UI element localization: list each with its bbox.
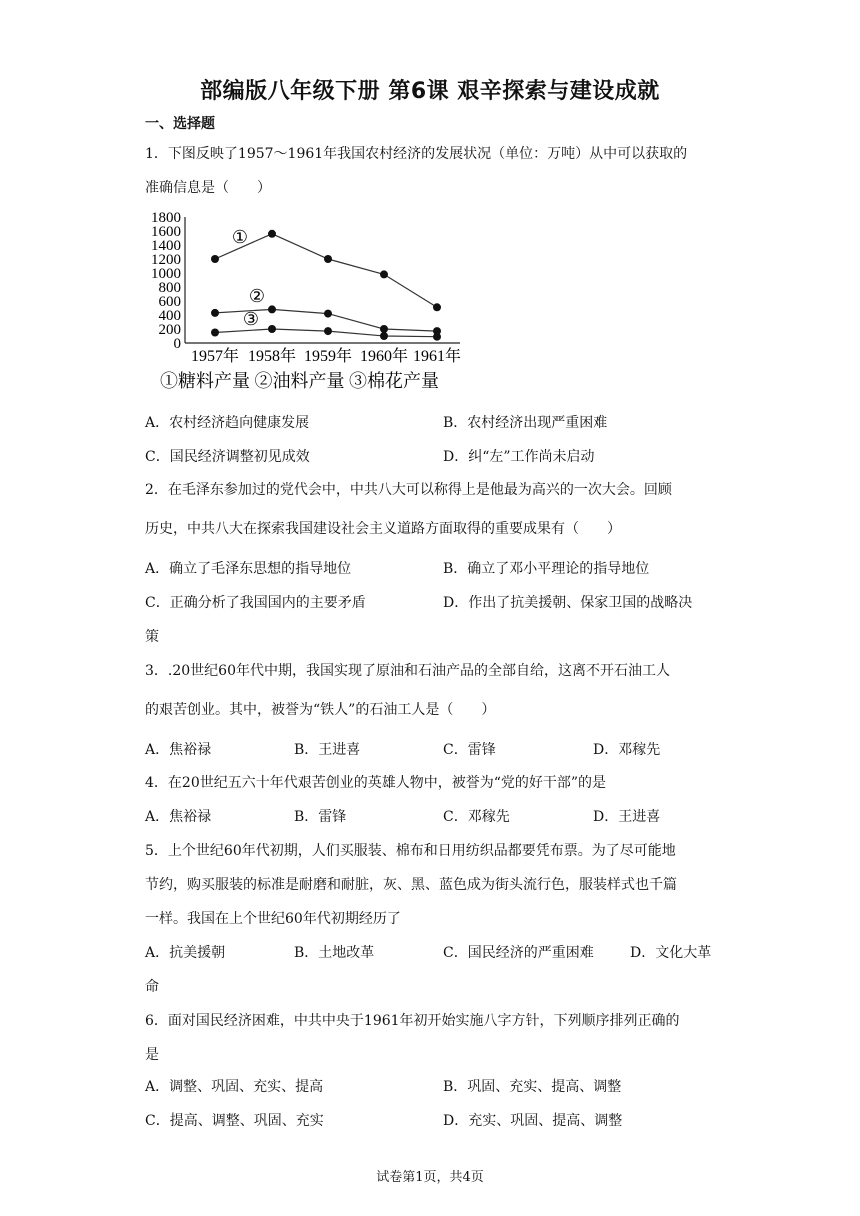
y-tick-label: 1800 bbox=[151, 210, 181, 226]
q6-stem-line-2: 是 bbox=[145, 1047, 159, 1063]
data-point bbox=[433, 333, 441, 341]
y-tick-label: 1200 bbox=[151, 252, 181, 268]
y-tick-label: 600 bbox=[158, 294, 181, 310]
y-tick-label: 1000 bbox=[151, 266, 181, 282]
q3-option-a[interactable]: A．焦裕禄 bbox=[145, 742, 212, 758]
data-point bbox=[268, 325, 276, 333]
series-marker-label: ① bbox=[231, 227, 249, 247]
x-tick-label: 1957年 bbox=[190, 348, 240, 365]
chart-legend: ①糖料产量 ②油料产量 ③棉花产量 bbox=[160, 371, 439, 391]
page-title: 部编版八年级下册 第6课 艰辛探索与建设成就 bbox=[200, 79, 660, 104]
q1-option-a[interactable]: A．农村经济趋向健康发展 bbox=[145, 415, 310, 431]
x-tick-label: 1961年 bbox=[412, 348, 462, 365]
q5-stem-line-3: 一样。我国在上个世纪60年代初期经历了 bbox=[145, 911, 401, 927]
data-point bbox=[380, 332, 388, 340]
q6-stem-line-1: 6．面对国民经济困难，中共中央于1961年初开始实施八字方针，下列顺序排列正确的 bbox=[145, 1013, 680, 1029]
data-point bbox=[324, 327, 332, 335]
q2-option-d[interactable]: D．作出了抗美援朝、保家卫国的战略决 bbox=[443, 595, 693, 611]
series-marker-label: ② bbox=[248, 286, 266, 306]
q5-stem-line-1: 5．上个世纪60年代初期，人们买服装、棉布和日用纺织品都要凭布票。为了尽可能地 bbox=[145, 843, 676, 859]
q4-option-d[interactable]: D．王进喜 bbox=[593, 809, 661, 825]
q5-option-d-wrap: 命 bbox=[145, 979, 159, 995]
section-heading: 一、选择题 bbox=[145, 116, 215, 132]
y-tick-label: 200 bbox=[158, 322, 181, 338]
data-point bbox=[211, 255, 219, 263]
y-tick-label: 400 bbox=[158, 308, 181, 324]
chart-axes bbox=[185, 217, 460, 343]
q5-option-b[interactable]: B．土地改革 bbox=[294, 945, 375, 961]
q5-option-d[interactable]: D．文化大革 bbox=[630, 945, 712, 961]
x-tick-labels bbox=[191, 346, 461, 365]
q3-option-d[interactable]: D．邓稼先 bbox=[593, 742, 661, 758]
data-point bbox=[324, 255, 332, 263]
q2-option-d-wrap: 策 bbox=[145, 629, 159, 645]
y-tick-label: 1600 bbox=[151, 224, 181, 240]
data-point bbox=[268, 230, 276, 238]
q4-option-b[interactable]: B．雷锋 bbox=[294, 809, 347, 825]
data-point bbox=[324, 310, 332, 318]
q2-option-a[interactable]: A．确立了毛泽东思想的指导地位 bbox=[145, 561, 352, 577]
q5-option-a[interactable]: A．抗美援朝 bbox=[145, 945, 226, 961]
q2-stem-line-2: 历史，中共八大在探索我国建设社会主义道路方面取得的重要成果有（ ） bbox=[145, 521, 621, 537]
y-tick-label: 800 bbox=[158, 280, 181, 296]
q1-stem-line-1: 1．下图反映了1957～1961年我国农村经济的发展状况（单位：万吨）从中可以获取的 bbox=[145, 146, 688, 162]
series-marker-label: ③ bbox=[242, 309, 260, 329]
q6-option-a[interactable]: A．调整、巩固、充实、提高 bbox=[145, 1079, 324, 1095]
q3-option-b[interactable]: B．王进喜 bbox=[294, 742, 361, 758]
q5-stem-line-2: 节约，购买服装的标准是耐磨和耐脏，灰、黑、蓝色成为街头流行色，服装样式也千篇 bbox=[145, 877, 677, 893]
q1-stem-line-2: 准确信息是（ ） bbox=[145, 180, 271, 196]
q6-option-c[interactable]: C．提高、调整、巩固、充实 bbox=[145, 1113, 324, 1129]
q1-option-c[interactable]: C．国民经济调整初见成效 bbox=[145, 449, 310, 465]
data-point bbox=[433, 303, 441, 311]
q4-stem-line-1: 4．在20世纪五六十年代艰苦创业的英雄人物中，被誉为“党的好干部”的是 bbox=[145, 775, 607, 791]
q4-option-c[interactable]: C．邓稼先 bbox=[443, 809, 510, 825]
q6-option-b[interactable]: B．巩固、充实、提高、调整 bbox=[443, 1079, 622, 1095]
q1-option-b[interactable]: B．农村经济出现严重困难 bbox=[443, 415, 608, 431]
x-tick-label: 1960年 bbox=[359, 348, 409, 365]
x-tick-label: 1959年 bbox=[303, 348, 353, 365]
q1-option-d[interactable]: D．纠“左”工作尚未启动 bbox=[443, 449, 595, 465]
y-tick-labels bbox=[151, 210, 181, 352]
x-tick-label: 1958年 bbox=[247, 348, 297, 365]
q2-option-c[interactable]: C．正确分析了我国国内的主要矛盾 bbox=[145, 595, 366, 611]
q6-option-d[interactable]: D．充实、巩固、提高、调整 bbox=[443, 1113, 623, 1129]
data-point bbox=[380, 270, 388, 278]
data-point bbox=[380, 325, 388, 333]
y-tick-label: 1400 bbox=[151, 238, 181, 254]
y-tick-label: 0 bbox=[173, 336, 181, 352]
q1-line-chart bbox=[140, 205, 480, 395]
data-point bbox=[268, 305, 276, 313]
q2-stem-line-1: 2．在毛泽东参加过的党代会中，中共八大可以称得上是他最为高兴的一次大会。回顾 bbox=[145, 482, 672, 498]
q4-option-a[interactable]: A．焦裕禄 bbox=[145, 809, 212, 825]
q5-option-c[interactable]: C．国民经济的严重困难 bbox=[443, 945, 594, 961]
data-point bbox=[211, 309, 219, 317]
chart-series bbox=[211, 227, 441, 341]
q3-option-c[interactable]: C．雷锋 bbox=[443, 742, 496, 758]
data-point bbox=[211, 329, 219, 337]
q3-stem-line-2: 的艰苦创业。其中，被誉为“铁人”的石油工人是（ ） bbox=[145, 702, 496, 718]
page-footer: 试卷第1页，共4页 bbox=[376, 1170, 484, 1185]
q2-option-b[interactable]: B．确立了邓小平理论的指导地位 bbox=[443, 561, 650, 577]
q3-stem-line-1: 3．.20世纪60年代中期，我国实现了原油和石油产品的全部自给，这离不开石油工人 bbox=[145, 663, 670, 679]
